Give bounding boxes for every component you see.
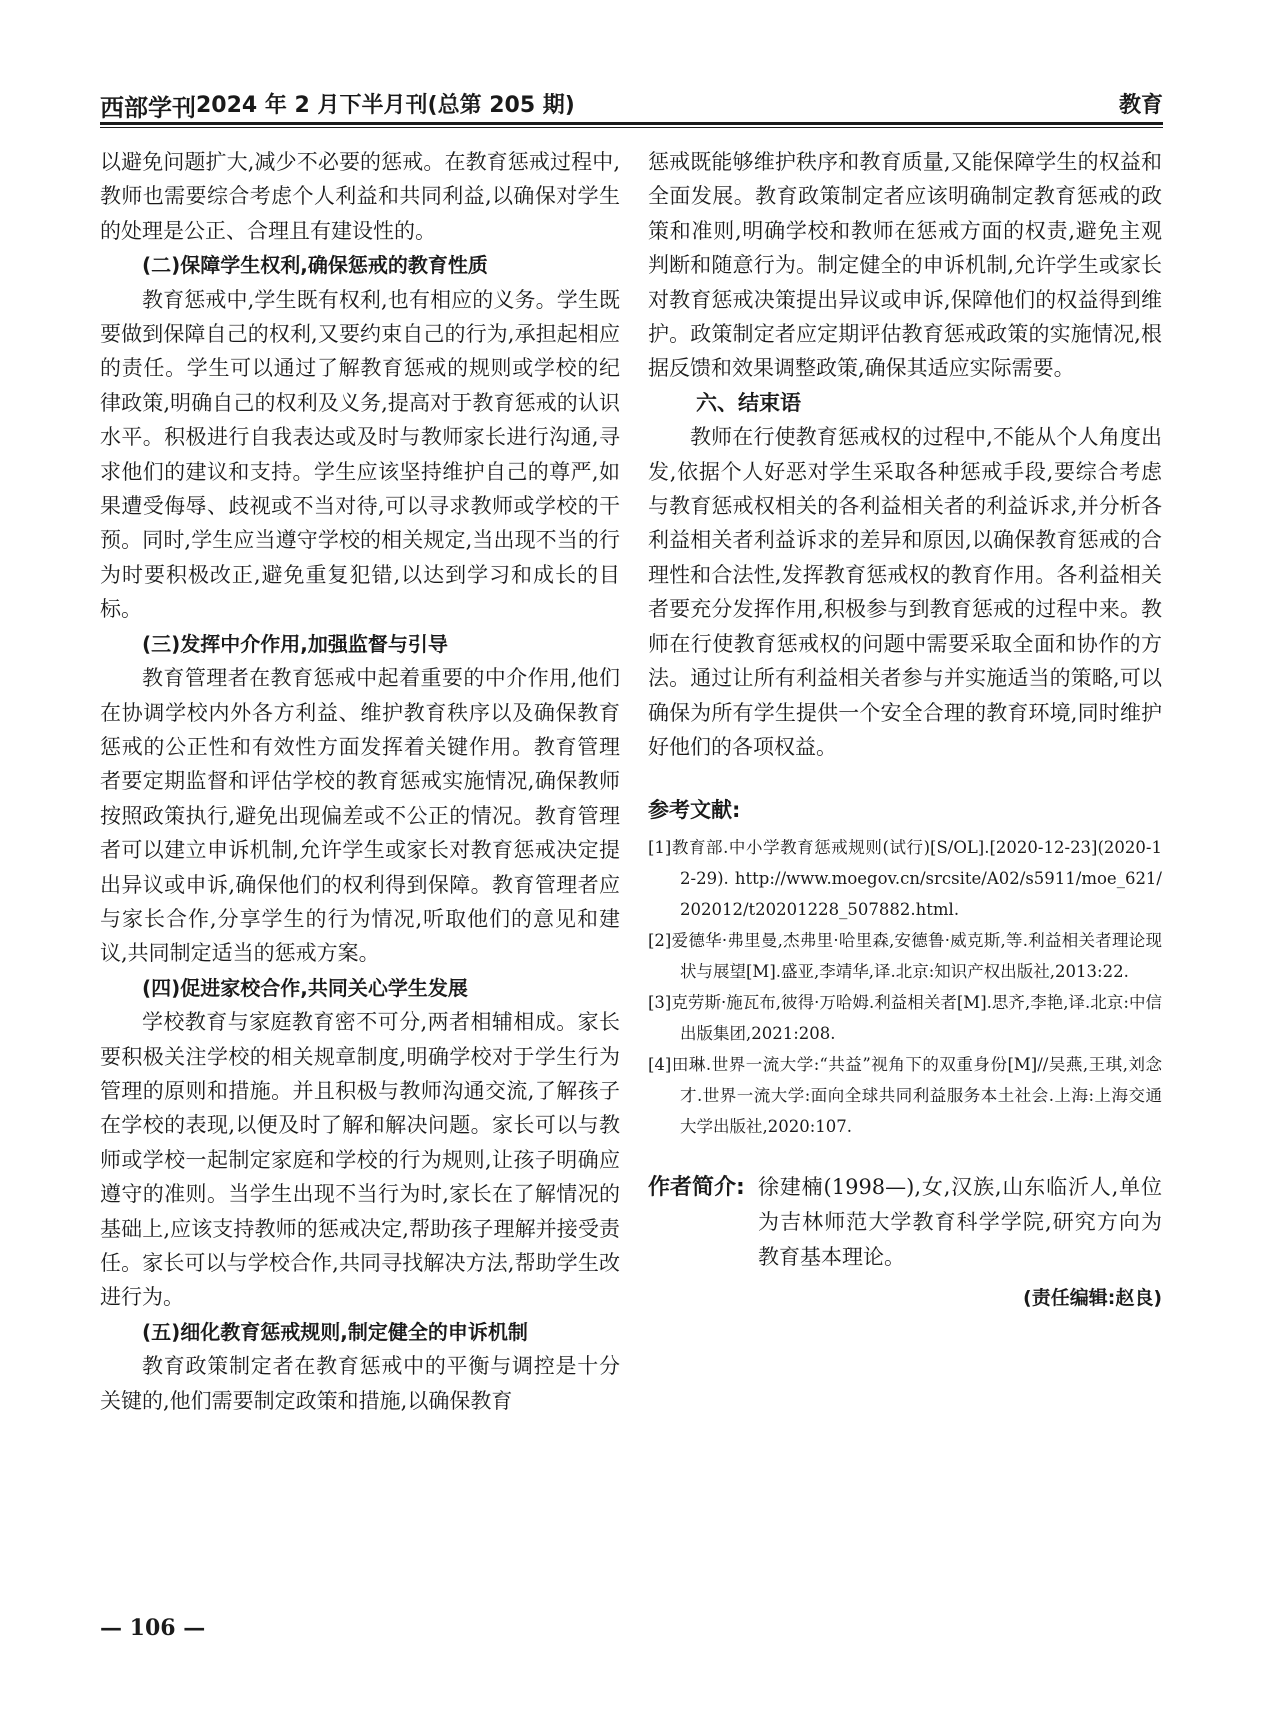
reference-item: [2]爱德华·弗里曼,杰弗里·哈里森,安德鲁·威克斯,等.利益相关者理论现状与展望[M].盛亚,李靖华,译.北京:知识产权出版社,2013:22. [648, 931, 1162, 982]
header-rule-thick [100, 122, 1163, 125]
page-header [100, 88, 1163, 122]
author-label: 作者简介: [648, 1175, 745, 1201]
section-heading: 六、结束语 [696, 390, 801, 415]
paragraph: 教育惩戒中,学生既有权利,也有相应的义务。学生既要做到保障自己的权利,又要约束自己的行为,承担起相应的责任。学生可以通过了解教育惩戒的规则或学校的纪律政策,明确自己的权利及义务,提高对于教育惩戒的认识水平。积极进行自我表达或及时与教师家长进行沟通,寻求他们的建议和支持。学生应该坚持维护自己的尊严,如果遭受侮辱、歧视或不当对待,可以寻求教师或学校的干预。同时,学生应当遵守学校的相关规定,当出现不当的行为时要积极改正,避免重复犯错,以达到学习和成长的目标。 [100, 287, 620, 622]
paragraph: 学校教育与家庭教育密不可分,两者相辅相成。家长要积极关注学校的相关规章制度,明确学校对于学生行为管理的原则和措施。并且积极与教师沟通交流,了解孩子在学校的表现,以便及时了解和解决问题。家长可以与教师或学校一起制定家庭和学校的行为规则,让孩子明确应遵守的准则。当学生出现不当行为时,家长在了解情况的基础上,应该支持教师的惩戒决定,帮助孩子理解并接受责任。家长可以与学校合作,共同寻找解决方法,帮助学生改进行为。 [100, 1010, 620, 1310]
right-column [648, 145, 1162, 1310]
section-heading: (二)保障学生权利,确保惩戒的教育性质 [142, 253, 488, 278]
section-name: 教育 [1118, 93, 1163, 118]
reference-item: [3]克劳斯·施瓦布,彼得·万哈姆.利益相关者[M].思齐,李艳,译.北京:中信出版集团,2021:208. [648, 993, 1162, 1044]
paragraph: 惩戒既能够维护秩序和教育质量,又能保障学生的权益和全面发展。教育政策制定者应该明确制定教育惩戒的政策和准则,明确学校和教师在惩戒方面的权责,避免主观判断和随意行为。制定健全的申诉机制,允许学生或家长对教育惩戒决策提出异议或申诉,保障他们的权益得到维护。政策制定者应定期评估教育惩戒政策的实施情况,根据反馈和效果调整政策,确保其适应实际需要。 [648, 150, 1162, 381]
paragraph: 以避免问题扩大,减少不必要的惩戒。在教育惩戒过程中,教师也需要综合考虑个人利益和共同利益,以确保对学生的处理是公正、合理且有建设性的。 [100, 150, 620, 243]
issue-info: 2024 年 2 月下半月刊(总第 205 期) [196, 93, 575, 118]
author-text: 徐建楠(1998—),女,汉族,山东临沂人,单位为吉林师范大学教育科学学院,研究方向为教育基本理论。 [758, 1175, 1162, 1270]
section-heading: (五)细化教育惩戒规则,制定健全的申诉机制 [142, 1319, 528, 1344]
section-heading: (三)发挥中介作用,加强监督与引导 [142, 631, 448, 656]
editor-credit: (责任编辑:赵良) [1023, 1287, 1162, 1310]
section-heading: (四)促进家校合作,共同关心学生发展 [142, 975, 468, 1000]
reference-list [648, 832, 1162, 1142]
author-bio [648, 1170, 1162, 1275]
header-rule-thin [100, 127, 1163, 128]
journal-logo: 西部学刊 [100, 93, 196, 122]
references-title: 参考文献: [648, 798, 741, 823]
reference-item: [4]田琳.世界一流大学:“共益”视角下的双重身份[M]//吴燕,王琪,刘念才.世界一流大学:面向全球共同利益服务本土社会.上海:上海交通大学出版社,2020:107. [648, 1055, 1162, 1137]
paragraph: 教育政策制定者在教育惩戒中的平衡与调控是十分关键的,他们需要制定政策和措施,以确保教育 [100, 1354, 620, 1413]
left-column [100, 145, 620, 1418]
page-number: — 106 — [100, 1615, 206, 1641]
reference-item: [1]教育部.中小学教育惩戒规则(试行)[S/OL].[2020-12-23](2020-12-29). http://www.moegov.cn/srcsite/A02/s5911/moe_621/202012/t20201228_507882.html. [648, 838, 1162, 920]
paragraph: 教育管理者在教育惩戒中起着重要的中介作用,他们在协调学校内外各方利益、维护教育秩序以及确保教育惩戒的公正性和有效性方面发挥着关键作用。教育管理者要定期监督和评估学校的教育惩戒实施情况,确保教师按照政策执行,避免出现偏差或不公正的情况。教育管理者可以建立申诉机制,允许学生或家长对教育惩戒决定提出异议或申诉,确保他们的权利得到保障。教育管理者应与家长合作,分享学生的行为情况,听取他们的意见和建议,共同制定适当的惩戒方案。 [100, 666, 620, 966]
paragraph: 教师在行使教育惩戒权的过程中,不能从个人角度出发,依据个人好恶对学生采取各种惩戒手段,要综合考虑与教育惩戒权相关的各利益相关者的利益诉求,并分析各利益相关者利益诉求的差异和原因,以确保教育惩戒的合理性和合法性,发挥教育惩戒权的教育作用。各利益相关者要充分发挥作用,积极参与到教育惩戒的过程中来。教师在行使教育惩戒权的问题中需要采取全面和协作的方法。通过让所有利益相关者参与并实施适当的策略,可以确保为所有学生提供一个安全合理的教育环境,同时维护好他们的各项权益。 [648, 425, 1162, 759]
